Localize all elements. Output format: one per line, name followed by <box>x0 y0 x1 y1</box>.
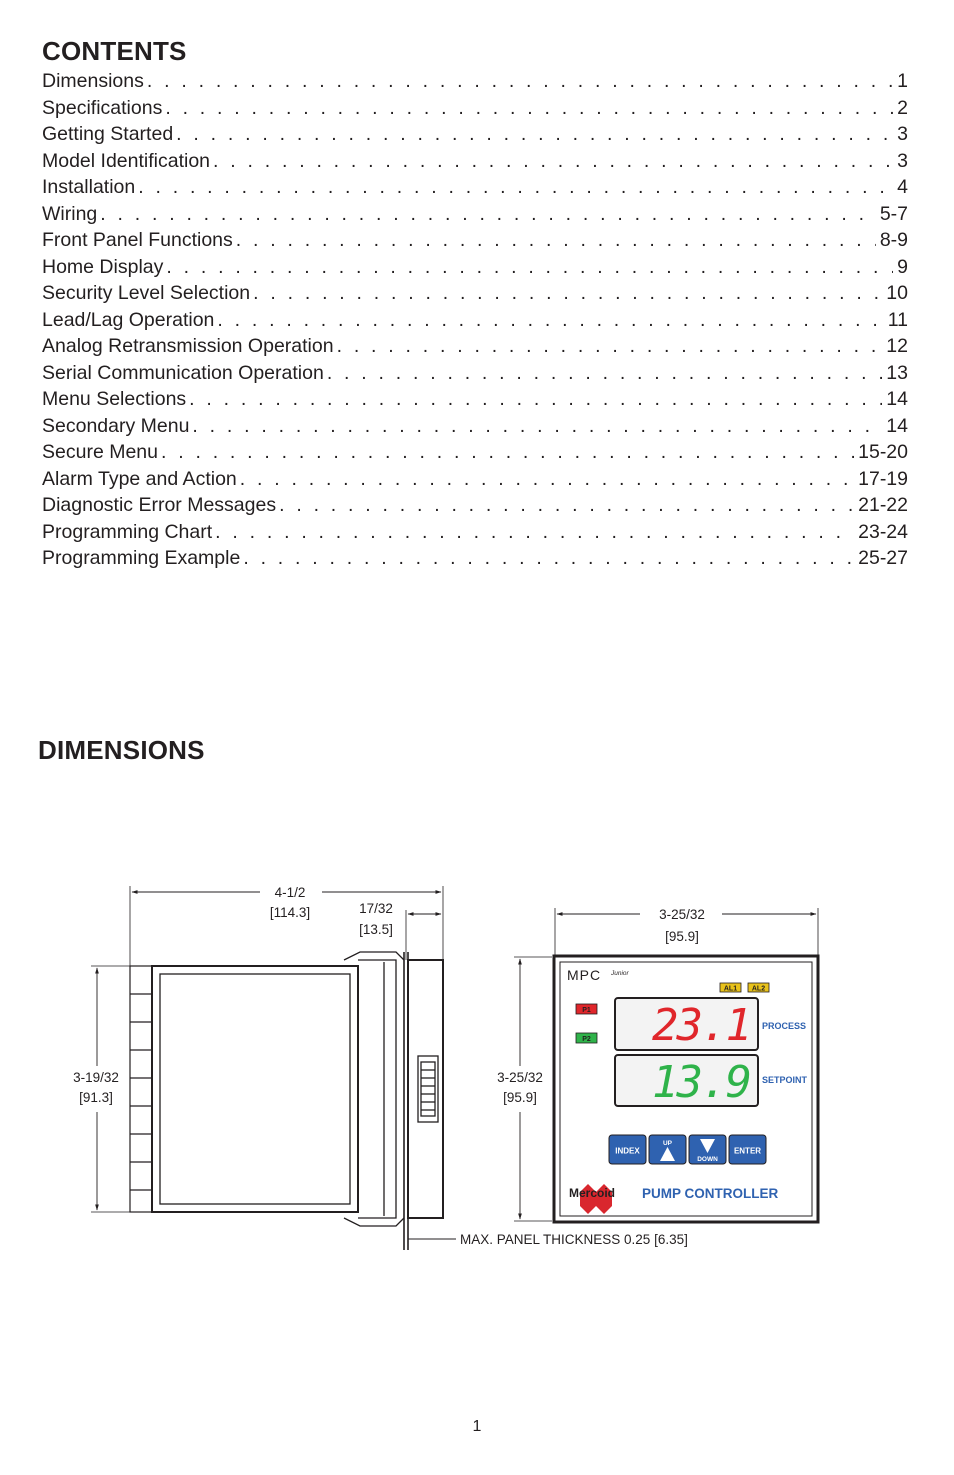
front-width-label: 3-25/32 <box>659 907 705 922</box>
up-button-label: UP <box>662 1140 673 1147</box>
model-name: MPC <box>567 967 602 983</box>
toc-entry-title: Model Identification <box>42 149 211 172</box>
toc-entry-page: 10 <box>886 282 908 304</box>
side-height-mm-label: [91.3] <box>79 1090 113 1105</box>
down-button-label: DOWN <box>697 1156 718 1163</box>
toc-entry-title: Secure Menu <box>42 441 158 463</box>
process-label: PROCESS <box>762 1021 807 1031</box>
index-button-label: INDEX <box>615 1146 640 1156</box>
toc-entry-title: Programming Chart <box>42 520 213 543</box>
toc-entry-page: 25-27 <box>858 547 908 569</box>
toc-entry-page: 3 <box>897 149 908 172</box>
toc-entry-page: 23-24 <box>858 520 908 543</box>
toc-entry-page: 11 <box>887 308 908 331</box>
toc-entry-page: 4 <box>897 176 908 198</box>
toc-entry-title: Secondary Menu <box>42 414 190 437</box>
brand-name: Mercoid <box>569 1186 616 1200</box>
toc-entry-title: Serial Communication Operation <box>42 361 324 384</box>
toc-entry-title: Getting Started <box>42 123 174 145</box>
process-value: 23.1 <box>652 1000 750 1051</box>
toc-entry-title: Menu Selections <box>42 388 187 410</box>
toc-entry-page: 17-19 <box>858 467 908 490</box>
enter-button-label: ENTER <box>733 1146 762 1156</box>
pump2-label: P2 <box>582 1036 591 1043</box>
toc-entry-page: 9 <box>897 255 908 278</box>
toc-entry-page: 1 <box>897 70 908 92</box>
front-height-label: 3-25/32 <box>497 1070 543 1085</box>
pump1-label: P1 <box>582 1007 591 1014</box>
toc-entry-title: Home Display <box>42 255 164 278</box>
product-name: PUMP CONTROLLER <box>642 1186 779 1201</box>
toc-entry-title: Analog Retransmission Operation <box>42 335 334 357</box>
side-height-label: 3-19/32 <box>73 1070 119 1085</box>
toc-entry-title: Diagnostic Error Messages <box>42 494 277 516</box>
toc-entry-title: Dimensions <box>42 70 144 92</box>
dimensions-heading: DIMENSIONS <box>38 735 205 765</box>
toc-entry-page: 14 <box>886 414 908 437</box>
toc-entry-title: Front Panel Functions <box>42 229 233 251</box>
front-width-mm-label: [95.9] <box>665 929 699 944</box>
setpoint-label: SETPOINT <box>762 1075 808 1085</box>
toc-entry-title: Alarm Type and Action <box>42 467 237 490</box>
toc-entry-page: 12 <box>886 335 908 357</box>
toc-entry-page: 8-9 <box>879 229 908 251</box>
toc-entry-title: Wiring <box>42 202 98 225</box>
contents-heading: CONTENTS <box>42 36 187 66</box>
side-depth-mm-label: [114.3] <box>269 905 311 920</box>
toc-entry-page: 15-20 <box>858 441 908 463</box>
panel-thickness-note: MAX. PANEL THICKNESS 0.25 [6.35] <box>460 1232 688 1247</box>
alarm2-label: AL2 <box>751 985 766 993</box>
toc-entry-page: 13 <box>886 361 908 384</box>
side-view <box>91 886 456 1250</box>
controller-front-panel <box>554 956 818 1222</box>
toc-entry-page: 3 <box>897 123 908 145</box>
page-number: 1 <box>472 1418 482 1435</box>
model-suffix: Junior <box>611 970 629 977</box>
toc-entry-page: 2 <box>897 96 908 119</box>
toc-entry-title: Specifications <box>42 96 163 119</box>
toc-entry-page: 14 <box>886 388 908 410</box>
front-height-mm-label: [95.9] <box>503 1090 537 1105</box>
toc-entry-page: 21-22 <box>858 494 908 516</box>
side-depth-label: 4-1/2 <box>274 885 306 900</box>
bezel-depth-label: 17/32 <box>359 901 393 916</box>
toc-entry-title: Installation <box>42 176 136 198</box>
toc-entry-title: Lead/Lag Operation <box>42 308 215 331</box>
toc-entry-title: Programming Example <box>42 547 241 569</box>
alarm1-label: AL1 <box>723 985 738 993</box>
toc-entry-page: 5-7 <box>879 202 908 225</box>
setpoint-value: 13.9 <box>652 1057 750 1108</box>
bezel-depth-mm-label: [13.5] <box>359 922 393 937</box>
toc-entry-title: Security Level Selection <box>42 282 251 304</box>
